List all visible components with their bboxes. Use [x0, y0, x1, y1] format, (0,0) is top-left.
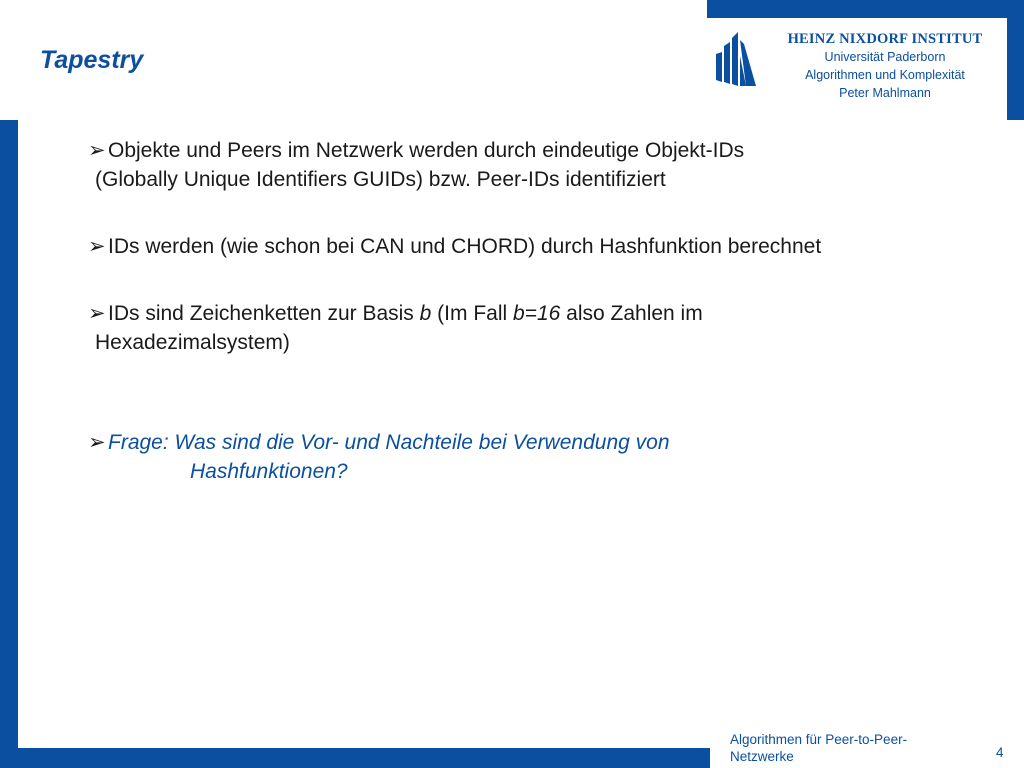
author-name: Peter Mahlmann	[839, 86, 931, 100]
variable-b16: b=16	[513, 302, 561, 325]
bullet-text: (Im Fall	[431, 302, 513, 325]
question-text-continued: Hashfunktionen?	[190, 460, 348, 483]
institute-name: HEINZ NIXDORF INSTITUT	[787, 31, 983, 47]
bullet-text: IDs sind Zeichenketten zur Basis	[108, 302, 420, 325]
question-text: Frage: Was sind die Vor- und Nachteile bei Verwendung von	[108, 431, 670, 454]
bullet-base	[88, 299, 703, 357]
arrowhead-bullet-icon: ➢	[88, 139, 106, 162]
frame-right-bar	[1007, 0, 1024, 120]
footer-course-line1: Algorithmen für Peer-to-Peer-	[730, 732, 908, 747]
arrowhead-bullet-icon: ➢	[88, 431, 106, 454]
footer-course-line2: Netzwerke	[730, 749, 794, 764]
bullet-guid	[88, 136, 744, 194]
frame-left-bar	[0, 120, 18, 768]
heinz-nixdorf-logo-icon	[716, 30, 756, 86]
bullet-question	[88, 428, 670, 486]
frame-top-right-bar	[707, 0, 1024, 18]
group-name: Algorithmen und Komplexität	[805, 68, 965, 82]
footer-course-title	[730, 731, 960, 765]
variable-b: b	[419, 302, 432, 325]
bullet-text: Objekte und Peers im Netzwerk werden durch eindeutige Objekt-IDs	[108, 139, 745, 162]
arrowhead-bullet-icon: ➢	[88, 302, 106, 325]
bullet-hash	[88, 232, 821, 261]
bullet-text-continued: (Globally Unique Identifiers GUIDs) bzw. Peer-IDs identifiziert	[95, 168, 666, 191]
bullet-text-continued: Hexadezimalsystem)	[95, 331, 290, 354]
page-number: 4	[996, 745, 1004, 760]
arrowhead-bullet-icon: ➢	[88, 235, 106, 258]
slide-title: Tapestry	[40, 46, 144, 74]
bullet-text: IDs werden (wie schon bei CAN und CHORD) durch Hashfunktion berechnet	[108, 235, 822, 258]
institute-header	[762, 30, 1008, 102]
bullet-text: also Zahlen im	[560, 302, 703, 325]
frame-bottom-bar	[0, 748, 710, 768]
university-name: Universität Paderborn	[824, 50, 946, 64]
